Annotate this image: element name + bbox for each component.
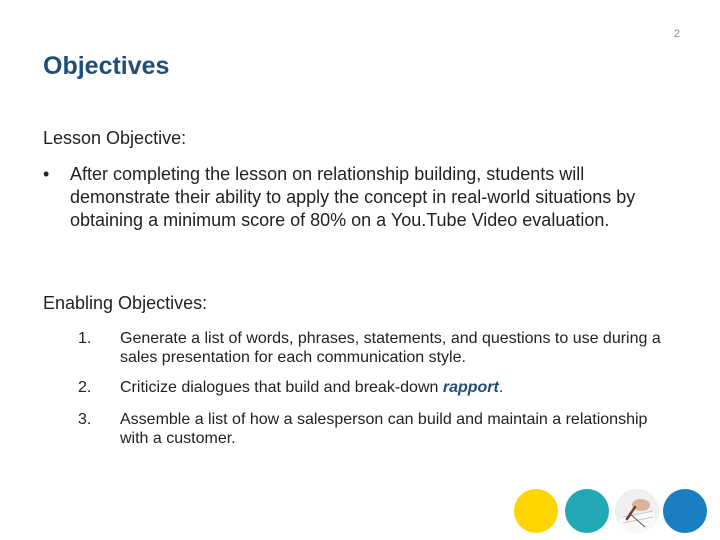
item-text-before: Criticize dialogues that build and break-down [120, 379, 443, 396]
enabling-objective-item [78, 378, 678, 397]
enabling-objectives-heading: Enabling Objectives: [43, 293, 208, 313]
bullet-marker: • [43, 164, 50, 184]
item-number: 1. [78, 330, 92, 347]
page-number: 2 [673, 28, 680, 40]
item-number: 2. [78, 379, 92, 396]
decor-circle-photo [615, 489, 659, 533]
writing-hand-icon [615, 489, 659, 533]
decor-circle-teal [565, 489, 609, 533]
enabling-objective-item [78, 410, 678, 448]
slide-title: Objectives [43, 52, 170, 80]
item-text-after: . [498, 379, 504, 396]
lesson-objective-heading: Lesson Objective: [43, 128, 187, 148]
item-number: 3. [78, 411, 92, 428]
enabling-objective-item [78, 329, 678, 367]
item-text [120, 378, 678, 397]
rapport-emphasis: rapport [442, 379, 499, 396]
lesson-objective-text: After completing the lesson on relationship building, students will demonstrate their ability to apply the concept in real-world situations by obtaining a minimum score of 80% on a You.Tube Video evaluation. [70, 164, 636, 230]
item-text: Assemble a list of how a salesperson can build and maintain a relationship with a customer. [120, 411, 648, 447]
decor-circle-yellow [514, 489, 558, 533]
item-text: Generate a list of words, phrases, statements, and questions to use during a sales presentation for each communication style. [120, 330, 661, 366]
enabling-objectives-list [78, 329, 678, 448]
decor-circle-blue [663, 489, 707, 533]
